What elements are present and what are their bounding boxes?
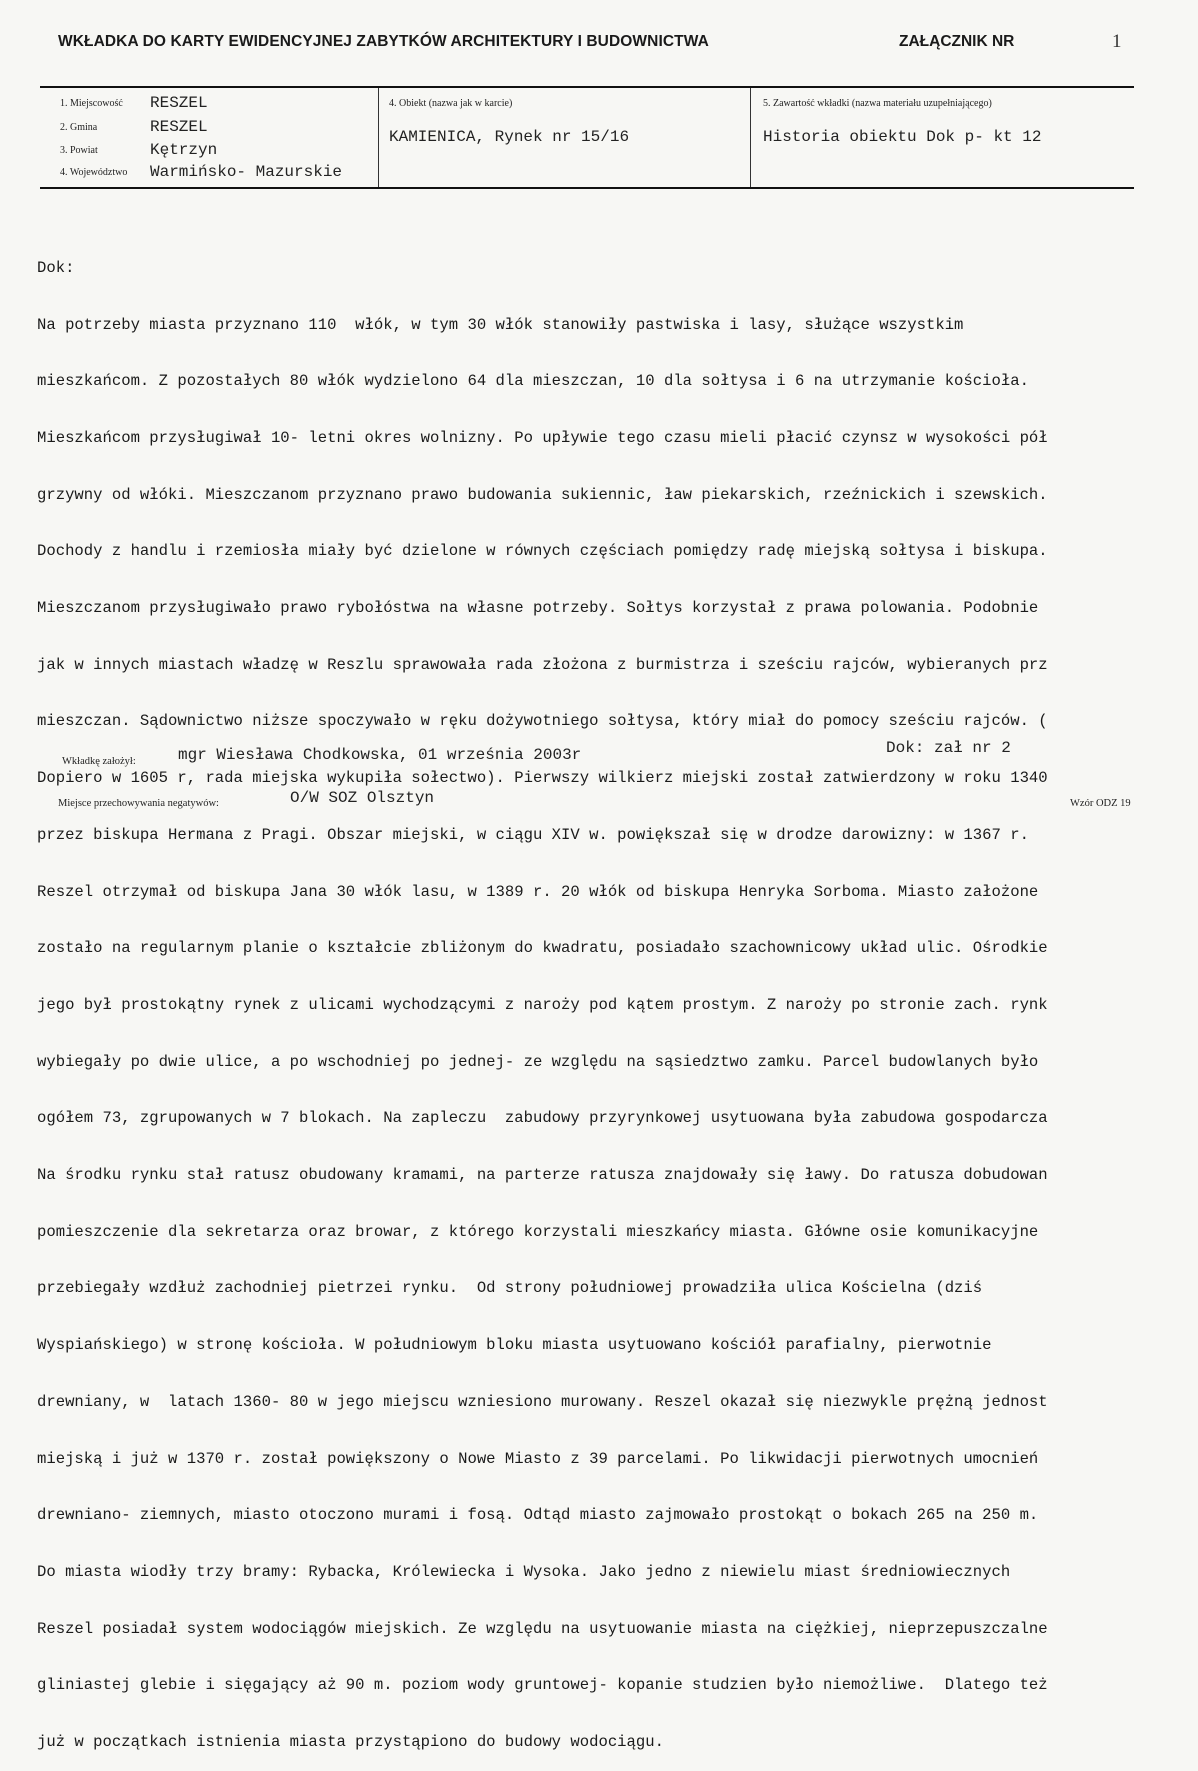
text-line: jak w innych miastach władzę w Reszlu sprawowała rada złożona z burmistrza i sześciu rajców, wybieranych prz (37, 655, 1048, 674)
text-line: drewniany, w latach 1360- 80 w jego miejscu wzniesiono murowany. Reszel okazał się niezwykle prężną jednost (37, 1392, 1048, 1411)
content-label: 5. Zawartość wkładki (nazwa materiału uzupełniającego) (763, 98, 992, 109)
top-rule (40, 86, 1134, 88)
field-label-powiat: 3. Powiat (60, 145, 98, 156)
doc-reference: Dok: zał nr 2 (886, 739, 1011, 757)
text-line: drewniano- ziemnych, miasto otoczono murami i fosą. Odtąd miasto zajmowało prostokąt o bokach 265 na 250 m. (37, 1506, 1039, 1525)
object-value: KAMIENICA, Rynek nr 15/16 (389, 128, 630, 146)
text-line: Wyspiańskiego) w stronę kościoła. W południowym bloku miasta usytuowano kościół parafialny, pierwotnie (37, 1336, 992, 1355)
object-label: 4. Obiekt (nazwa jak w karcie) (389, 98, 513, 109)
created-by-value: mgr Wiesława Chodkowska, 01 września 2003r (178, 746, 582, 764)
field-label-wojewodztwo: 4. Województwo (60, 167, 128, 178)
text-line: miejską i już w 1370 r. został powiększony o Nowe Miasto z 39 parcelami. Po likwidacji pierwotnych umocnień (37, 1449, 1039, 1468)
text-line: Do miasta wiodły trzy bramy: Rybacka, Królewiecka i Wysoka. Jako jedno z niewielu miast średniowiecznych (37, 1562, 1011, 1581)
text-line: Dochody z handlu i rzemiosła miały być dzielone w równych częściach pomiędzy radę miejską sołtysa i biskupa. (37, 542, 1048, 561)
text-line: ogółem 73, zgrupowanych w 7 blokach. Na zapleczu zabudowy przyrynkowej usytuowana była zabudowa gospodarcza (37, 1109, 1048, 1128)
text-line: Dok: (37, 258, 75, 277)
bottom-rule (40, 187, 1134, 189)
text-line: Na potrzeby miasta przyznano 110 włók, w tym 30 włók stanowiły pastwiska i lasy, służące wszystkim (37, 315, 964, 334)
text-line: Reszel posiadał system wodociągów miejskich. Ze względu na usytuowanie miasta na ciężkiej, nieprzepuszczalne (37, 1619, 1048, 1638)
column-divider-1 (378, 88, 379, 187)
text-line: już w początkach istnienia miasta przystąpiono do budowy wodociągu. (37, 1733, 664, 1752)
annex-label: ZAŁĄCZNIK NR (899, 33, 1015, 50)
field-value-gmina: RESZEL (150, 118, 208, 136)
field-value-miejscowosc: RESZEL (150, 94, 208, 112)
text-line: przebiegały wzdłuż zachodniej pietrzei rynku. Od strony południowej prowadziła ulica Kościelna (dziś (37, 1279, 983, 1298)
text-line: gliniastej glebie i sięgający aż 90 m. poziom wody gruntowej- kopanie studzien było niemożliwe. Dlatego też (37, 1676, 1048, 1695)
history-text (37, 221, 1137, 1771)
negatives-value: O/W SOZ Olsztyn (290, 789, 435, 807)
text-line: Reszel otrzymał od biskupa Jana 30 włók lasu, w 1389 r. 20 włók od biskupa Henryka Sorboma. Miasto założone (37, 882, 1039, 901)
text-line: wybiegały po dwie ulice, a po wschodniej po jednej- ze względu na sąsiedztwo zamku. Parcel budowlanych było (37, 1052, 1039, 1071)
form-title: WKŁADKA DO KARTY EWIDENCYJNEJ ZABYTKÓW ARCHITEKTURY I BUDOWNICTWA (58, 33, 709, 50)
field-value-wojewodztwo: Warmińsko- Mazurskie (150, 163, 343, 181)
annex-number: 1 (1112, 31, 1122, 52)
column-divider-2 (750, 88, 751, 187)
content-value: Historia obiektu Dok p- kt 12 (763, 128, 1042, 146)
created-by-label: Wkładkę założył: (62, 756, 136, 767)
text-line: Mieszkańcom przysługiwał 10- letni okres wolnizny. Po upływie tego czasu mieli płacić czynsz w wysokości pół (37, 428, 1048, 447)
text-line: grzywny od włóki. Mieszczanom przyznano prawo budowania sukiennic, ław piekarskich, rzeźnickich i szewskich. (37, 485, 1048, 504)
form-code: Wzór ODZ 19 (1070, 798, 1131, 809)
text-line: mieszczan. Sądownictwo niższe spoczywało w ręku dożywotniego sołtysa, który miał do pomocy sześciu rajców. ( (37, 712, 1048, 731)
text-line: Mieszczanom przysługiwało prawo rybołóstwa na własne potrzeby. Sołtys korzystał z prawa polowania. Podobnie (37, 599, 1039, 618)
text-line: pomieszczenie dla sekretarza oraz browar, z którego korzystali mieszkańcy miasta. Główne osie komunikacyjne (37, 1222, 1039, 1241)
text-line: jego był prostokątny rynek z ulicami wychodzącymi z naroży pod kątem prostym. Z naroży po stronie zach. rynk (37, 995, 1048, 1014)
negatives-label: Miejsce przechowywania negatywów: (58, 798, 219, 809)
text-line: Na środku rynku stał ratusz obudowany kramami, na parterze ratusza znajdowały się ławy. Do ratusza dobudowan (37, 1166, 1048, 1185)
field-label-gmina: 2. Gmina (60, 122, 98, 133)
text-line: mieszkańcom. Z pozostałych 80 włók wydzielono 64 dla mieszczan, 10 dla sołtysa i 6 na utrzymanie kościoła. (37, 372, 1029, 391)
text-line: zostało na regularnym planie o kształcie zbliżonym do kwadratu, posiadało szachownicowy układ ulic. Ośrodkie (37, 939, 1048, 958)
field-value-powiat: Kętrzyn (150, 141, 218, 159)
text-line: Dopiero w 1605 r, rada miejska wykupiła sołectwo). Pierwszy wilkierz miejski został zatwierdzony w roku 1340 (37, 769, 1048, 788)
field-label-miejscowosc: 1. Miejscowość (60, 98, 123, 109)
text-line: przez biskupa Hermana z Pragi. Obszar miejski, w ciągu XIV w. powiększał się w drodze darowizny: w 1367 r. (37, 825, 1029, 844)
